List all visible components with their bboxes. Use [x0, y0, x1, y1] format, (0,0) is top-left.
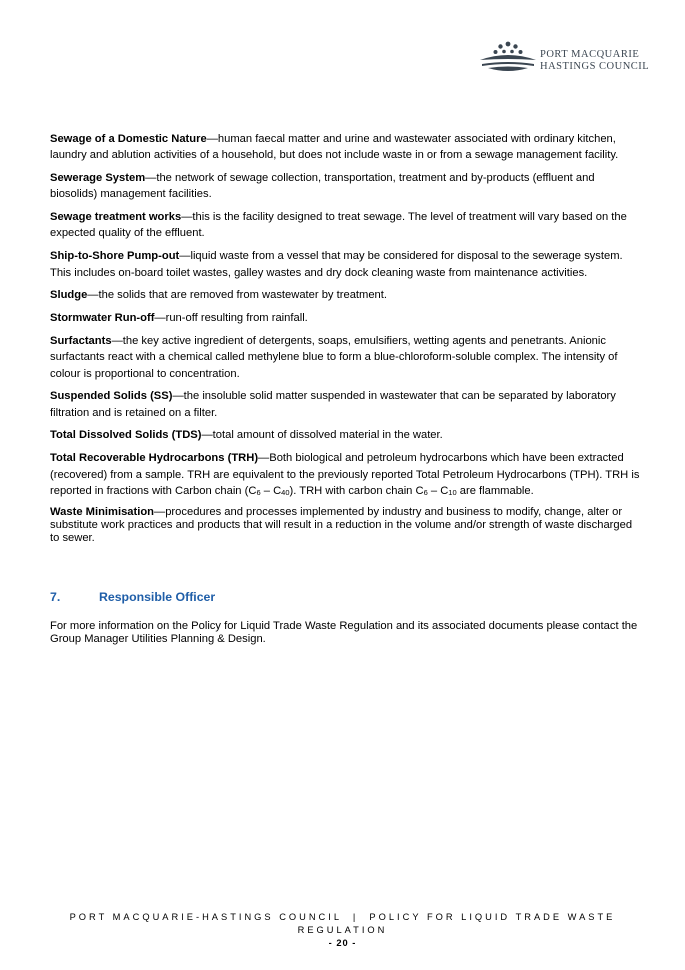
footer-line-1: PORT MACQUARIE-HASTINGS COUNCIL | POLICY FOR LIQUID TRADE WASTE [69, 912, 616, 922]
definition-text: —the network of sewage collection, transportation, treatment and by-products (effluent and biosolids) management facilities. [50, 172, 595, 201]
definition-item [50, 209, 640, 242]
definition-term: Suspended Solids (SS) [50, 390, 173, 403]
definitions-list [50, 131, 640, 552]
page-number: - 20 - [328, 938, 357, 948]
definition-term: Waste Minimisation [50, 505, 155, 518]
closing-paragraph: For more information on the Policy for Liquid Trade Waste Regulation and its associated documents please contact the Group Manager Utilities Planning & Design. [50, 620, 638, 646]
page-footer [0, 911, 685, 950]
council-logo-icon [478, 38, 538, 78]
definition-item [50, 287, 640, 303]
definition-text: —the insoluble solid matter suspended in wastewater that can be separated by laboratory filtration and is retained on a filter. [50, 390, 616, 419]
definition-term: Total Dissolved Solids (TDS) [50, 429, 202, 442]
definition-term: Sewage of a Domestic Nature [50, 133, 207, 145]
definition-term: Sewerage System [50, 172, 146, 185]
definition-term: Surfactants [50, 334, 112, 347]
section-number: 7. [50, 590, 61, 604]
definition-item [50, 388, 640, 421]
definition-item [50, 450, 640, 499]
definition-text: —this is the facility designed to treat sewage. The level of treatment will vary based on the expected quality of the effluent. [50, 211, 627, 240]
definition-term: Stormwater Run-off [50, 312, 155, 325]
definition-text: —procedures and processes implemented by industry and business to modify, change, alter or substitute work practices and products that will result in a reduction in the volume and/or strength of waste discharged to sewer. [50, 505, 633, 545]
subscript: 40 [281, 487, 290, 497]
definition-item [50, 248, 640, 281]
footer-line-2: REGULATION [297, 925, 388, 935]
definition-item [50, 333, 640, 382]
definition-term: Ship-to-Shore Pump-out [50, 250, 180, 263]
definition-item [50, 506, 640, 546]
definition-text: —run-off resulting from rainfall. [154, 312, 308, 325]
subscript: 10 [448, 487, 457, 497]
definition-item [50, 310, 640, 326]
logo-line-2: HASTINGS COUNCIL [540, 61, 650, 72]
definition-item [50, 427, 640, 443]
subscript: 6 [423, 487, 428, 497]
council-logo [478, 38, 648, 78]
definition-text: —total amount of dissolved material in the water. [201, 429, 443, 442]
definition-text: – C [427, 484, 449, 497]
definition-text: —Both biological and petroleum hydrocarbons which have been extracted (recovered) from a sample. TRH are equivalent to the previously reported Total Petroleum Hydrocarbons (TPH). TRH is reported in fractions with Carbon chain (C [50, 452, 640, 497]
definition-term: Total Recoverable Hydrocarbons (TRH) [50, 452, 259, 465]
logo-line-1: PORT MACQUARIE [540, 49, 640, 60]
definition-text: —human faecal matter and urine and wastewater associated with ordinary kitchen, laundry and ablution activities of a household, but does not include waste in or from a sewage management facility. [50, 133, 619, 162]
definition-text: —the solids that are removed from wastewater by treatment. [87, 289, 387, 302]
subscript: 6 [256, 487, 261, 497]
definition-term: Sewage treatment works [50, 211, 182, 224]
definition-item [50, 170, 640, 203]
definition-text: – C [260, 484, 282, 497]
definition-text: ). TRH with carbon chain C [289, 484, 424, 497]
definition-term: Sludge [50, 289, 88, 302]
definition-text: are flammable. [456, 484, 534, 497]
section-title: Responsible Officer [99, 590, 216, 604]
definition-text: —liquid waste from a vessel that may be considered for disposal to the sewerage system. This includes on-board toilet wastes, galley wastes and dry dock cleaning waste from maintenance activities. [50, 250, 623, 279]
definition-text: —the key active ingredient of detergents, soaps, emulsifiers, wetting agents and penetrants. Anionic surfactants react with a chemical called methylene blue to form a blue-chloroform-soluble complex. The intensity of colour is proportional to concentration. [50, 334, 618, 380]
definition-item [50, 131, 640, 164]
